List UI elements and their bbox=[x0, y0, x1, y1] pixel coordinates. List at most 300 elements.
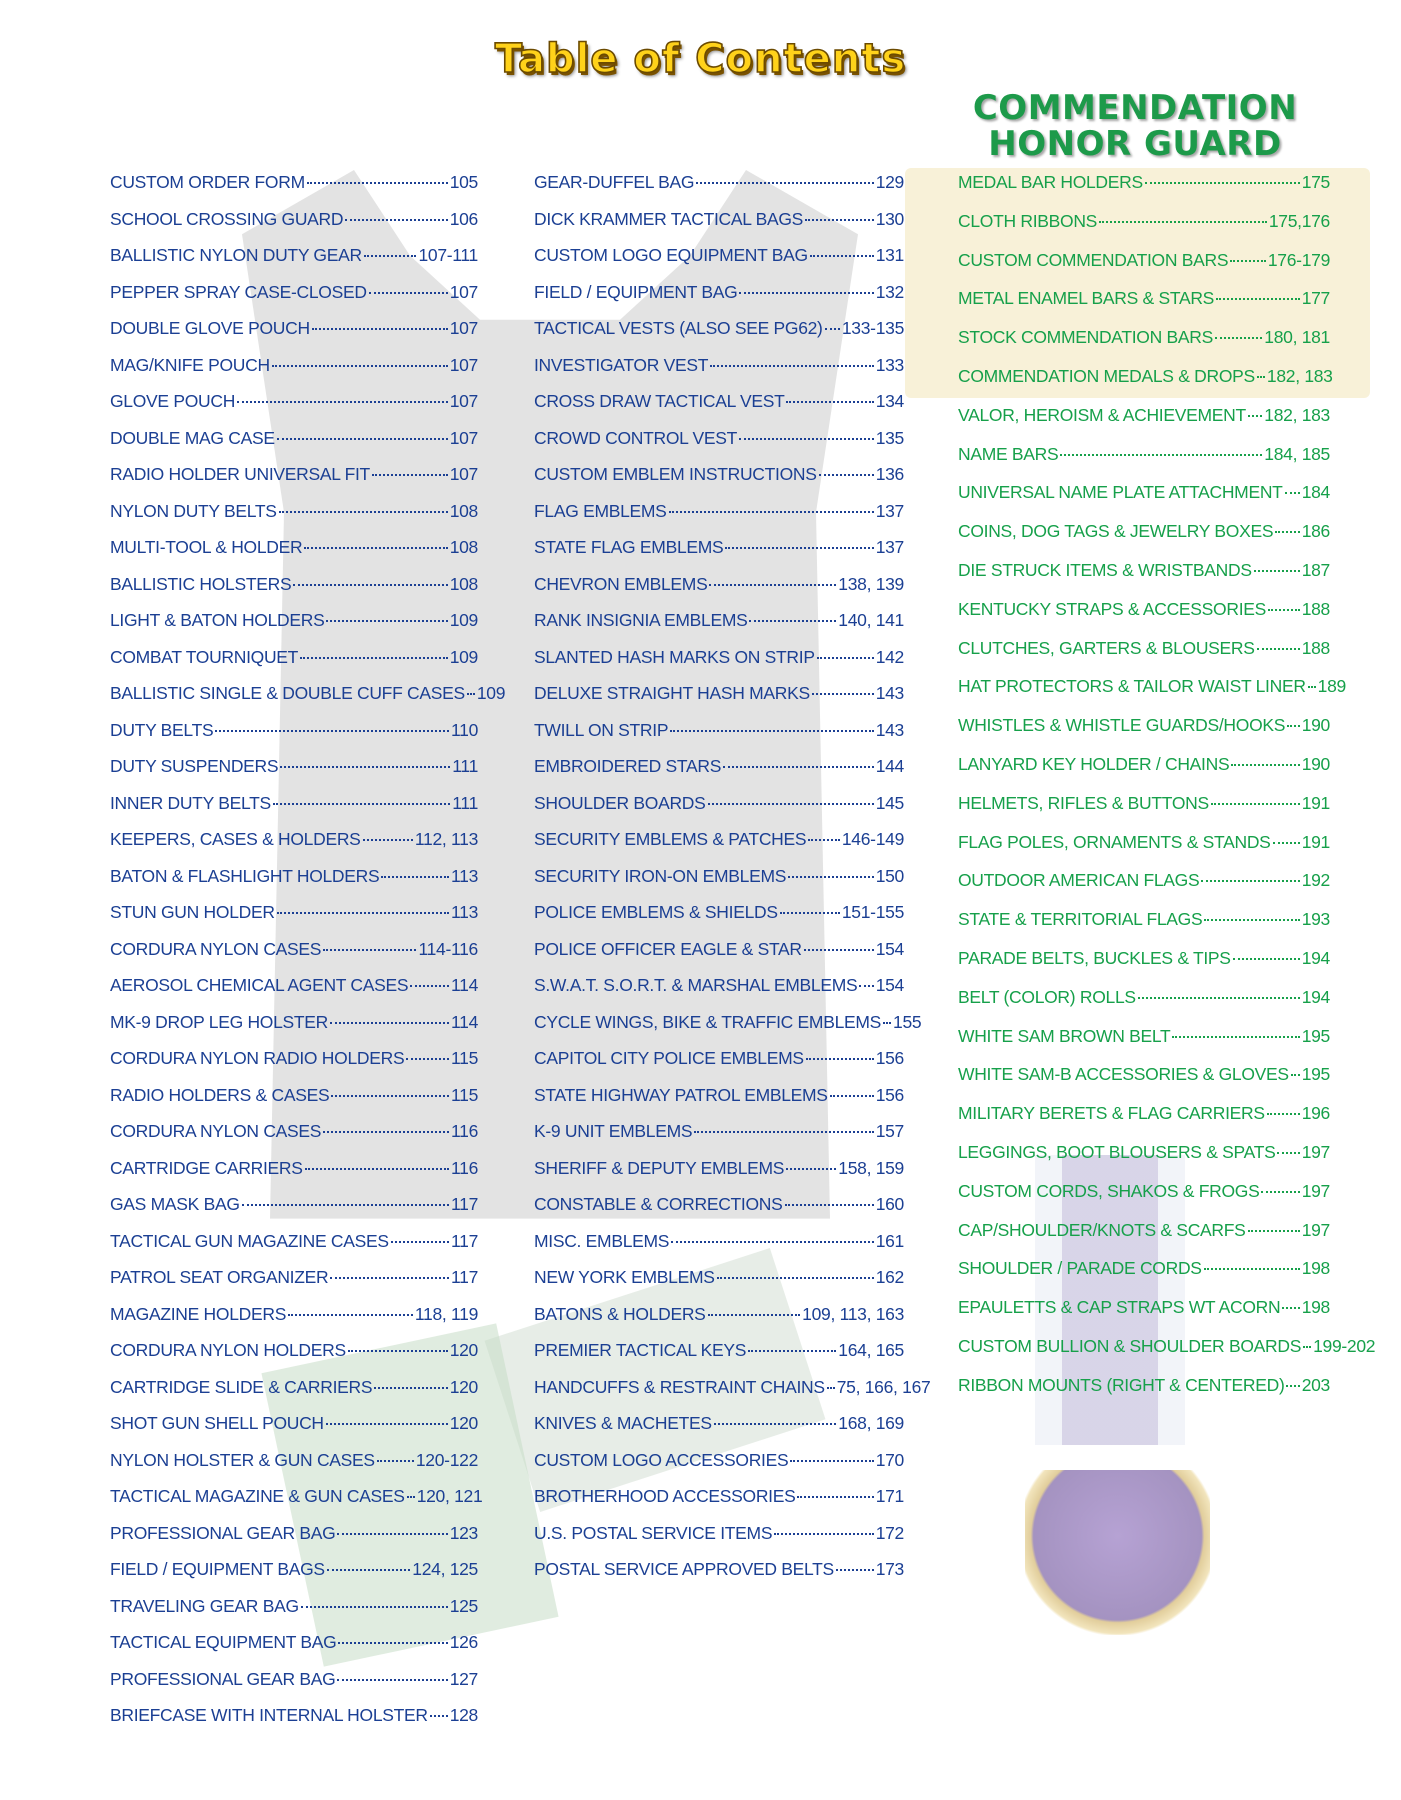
toc-entry[interactable] bbox=[110, 975, 478, 1012]
toc-entry-page: 110 bbox=[451, 719, 478, 740]
toc-entry[interactable] bbox=[534, 209, 904, 246]
toc-entry[interactable] bbox=[534, 1231, 904, 1268]
dot-leader bbox=[279, 511, 448, 513]
toc-entry-title: DOUBLE GLOVE POUCH bbox=[110, 318, 310, 338]
toc-entry[interactable] bbox=[958, 1064, 1330, 1103]
toc-entry[interactable] bbox=[110, 1413, 478, 1450]
toc-entry[interactable] bbox=[534, 391, 904, 428]
dot-leader bbox=[1060, 454, 1262, 456]
toc-entry[interactable] bbox=[534, 1340, 904, 1377]
toc-entry[interactable] bbox=[110, 1267, 478, 1304]
dot-leader bbox=[406, 1058, 449, 1060]
toc-entry[interactable] bbox=[958, 250, 1330, 289]
toc-entry[interactable] bbox=[534, 1121, 904, 1158]
toc-entry-page: 160 bbox=[875, 1194, 904, 1214]
dot-leader bbox=[1248, 415, 1262, 417]
dot-leader bbox=[1172, 1036, 1299, 1038]
toc-entry-page: 107 bbox=[449, 427, 478, 448]
dot-leader bbox=[304, 547, 447, 549]
toc-entry-page: 114-116 bbox=[418, 938, 478, 959]
toc-entry-page: 177 bbox=[1301, 288, 1330, 309]
toc-entry[interactable] bbox=[534, 939, 904, 976]
toc-entry[interactable] bbox=[110, 1304, 478, 1341]
toc-entry-title: SLANTED HASH MARKS ON STRIP bbox=[534, 646, 815, 667]
dot-leader bbox=[369, 292, 448, 294]
toc-entry[interactable] bbox=[110, 829, 478, 866]
toc-entry-title: TACTICAL EQUIPMENT BAG bbox=[110, 1632, 337, 1652]
toc-entry[interactable] bbox=[534, 1486, 904, 1523]
toc-entry-title: KENTUCKY STRAPS & ACCESSORIES bbox=[958, 598, 1267, 619]
toc-entry-page: 182, 183 bbox=[1264, 404, 1330, 425]
toc-entry[interactable] bbox=[958, 1335, 1376, 1375]
toc-entry-title: COINS, DOG TAGS & JEWELRY BOXES bbox=[958, 521, 1274, 542]
toc-entry-page: 144 bbox=[875, 756, 904, 776]
toc-entry-page: 130 bbox=[875, 208, 904, 229]
toc-entry[interactable] bbox=[534, 647, 904, 684]
toc-entry[interactable] bbox=[110, 1121, 478, 1158]
toc-entry[interactable] bbox=[110, 610, 478, 647]
toc-entry-title: BELT (COLOR) ROLLS bbox=[958, 986, 1136, 1007]
toc-entry-page: 197 bbox=[1301, 1219, 1330, 1240]
dot-leader bbox=[670, 730, 873, 732]
toc-entry-title: BALLISTIC SINGLE & DOUBLE CUFF CASES bbox=[110, 683, 465, 703]
toc-entry-title: STUN GUN HOLDER bbox=[110, 902, 275, 922]
toc-entry[interactable] bbox=[534, 829, 904, 866]
toc-entry[interactable] bbox=[958, 599, 1330, 638]
toc-column-2 bbox=[534, 172, 931, 1596]
toc-entry-page: 154 bbox=[875, 938, 904, 959]
toc-entry[interactable] bbox=[534, 1158, 904, 1195]
toc-entry[interactable] bbox=[958, 754, 1330, 793]
toc-entry-title: SHERIFF & DEPUTY EMBLEMS bbox=[534, 1157, 785, 1178]
toc-entry[interactable] bbox=[958, 444, 1330, 483]
toc-entry[interactable] bbox=[958, 832, 1330, 871]
toc-entry-page: 150 bbox=[875, 865, 904, 886]
toc-entry-page: 162 bbox=[875, 1267, 904, 1287]
dot-leader bbox=[1303, 1346, 1311, 1348]
dot-leader bbox=[883, 1022, 891, 1024]
toc-entry-page: 175 bbox=[1301, 172, 1330, 192]
dot-leader bbox=[1275, 531, 1300, 533]
dot-leader bbox=[1211, 803, 1300, 805]
toc-entry-title: MILITARY BERETS & FLAG CARRIERS bbox=[958, 1103, 1265, 1124]
dot-leader bbox=[326, 620, 447, 622]
toc-entry[interactable] bbox=[534, 756, 904, 793]
toc-entry-title: GAS MASK BAG bbox=[110, 1194, 240, 1214]
toc-entry[interactable] bbox=[958, 521, 1330, 560]
toc-entry[interactable] bbox=[534, 1048, 904, 1085]
toc-entry-title: TWILL ON STRIP bbox=[534, 719, 669, 740]
dot-leader bbox=[1267, 1113, 1300, 1115]
toc-entry[interactable] bbox=[110, 939, 478, 976]
toc-entry-title: MULTI-TOOL & HOLDER bbox=[110, 537, 303, 557]
toc-entry[interactable] bbox=[958, 1375, 1330, 1414]
toc-entry[interactable] bbox=[534, 355, 904, 392]
toc-entry-title: STATE & TERRITORIAL FLAGS bbox=[958, 909, 1203, 930]
toc-entry[interactable] bbox=[958, 482, 1330, 521]
toc-entry[interactable] bbox=[534, 537, 904, 574]
toc-entry[interactable] bbox=[110, 172, 478, 209]
dot-leader bbox=[305, 1168, 449, 1170]
dot-leader bbox=[748, 1350, 836, 1352]
dot-leader bbox=[345, 219, 447, 221]
toc-entry[interactable] bbox=[534, 1194, 904, 1231]
toc-entry-page: 109 bbox=[476, 683, 506, 703]
toc-entry[interactable] bbox=[534, 683, 904, 720]
toc-entry-title: BRIEFCASE WITH INTERNAL HOLSTER bbox=[110, 1705, 428, 1725]
toc-entry-page: 158, 159 bbox=[838, 1157, 904, 1178]
toc-entry[interactable] bbox=[958, 638, 1330, 677]
toc-entry[interactable] bbox=[110, 1194, 478, 1231]
toc-entry[interactable] bbox=[534, 610, 904, 647]
dot-leader bbox=[739, 438, 874, 440]
toc-entry[interactable] bbox=[110, 1231, 478, 1268]
toc-entry-page: 113 bbox=[451, 902, 478, 922]
toc-entry[interactable] bbox=[110, 355, 478, 392]
dot-leader bbox=[348, 1350, 448, 1352]
dot-leader bbox=[797, 1496, 873, 1498]
toc-entry-title: FIELD / EQUIPMENT BAG bbox=[534, 281, 738, 302]
toc-entry-title: SHOT GUN SHELL POUCH bbox=[110, 1413, 324, 1433]
toc-entry-page: 107 bbox=[449, 354, 478, 375]
toc-entry-page: 196 bbox=[1301, 1103, 1330, 1124]
dot-leader bbox=[749, 620, 836, 622]
toc-entry[interactable] bbox=[958, 1297, 1330, 1336]
dot-leader bbox=[280, 766, 450, 768]
toc-entry-page: 118, 119 bbox=[414, 1303, 478, 1324]
toc-entry[interactable] bbox=[534, 1267, 904, 1304]
toc-entry[interactable] bbox=[534, 282, 904, 319]
dot-leader bbox=[1248, 1230, 1300, 1232]
toc-entry[interactable] bbox=[110, 683, 506, 720]
toc-entry[interactable] bbox=[110, 1669, 478, 1706]
toc-entry-title: NAME BARS bbox=[958, 443, 1059, 464]
dot-leader bbox=[300, 657, 448, 659]
toc-entry-title: PARADE BELTS, BUCKLES & TIPS bbox=[958, 947, 1231, 968]
toc-entry[interactable] bbox=[110, 318, 478, 355]
toc-entry-title: CUSTOM LOGO ACCESSORIES bbox=[534, 1449, 789, 1470]
toc-entry[interactable] bbox=[958, 1142, 1330, 1181]
toc-entry[interactable] bbox=[110, 501, 478, 538]
toc-entry[interactable] bbox=[534, 1304, 904, 1341]
toc-entry[interactable] bbox=[534, 1450, 904, 1487]
toc-entry[interactable] bbox=[110, 428, 478, 465]
toc-entry[interactable] bbox=[110, 282, 478, 319]
toc-entry[interactable] bbox=[110, 866, 478, 903]
toc-entry-page: 198 bbox=[1301, 1297, 1330, 1318]
toc-entry[interactable] bbox=[110, 793, 478, 830]
dot-leader bbox=[331, 1095, 449, 1097]
toc-entry-page: 198 bbox=[1301, 1258, 1330, 1279]
toc-entry[interactable] bbox=[534, 1413, 904, 1450]
toc-entry-page: 189 bbox=[1317, 676, 1346, 697]
toc-entry-title: KEEPERS, CASES & HOLDERS bbox=[110, 829, 361, 849]
toc-entry-title: PREMIER TACTICAL KEYS bbox=[534, 1340, 747, 1360]
toc-entry-page: 191 bbox=[1301, 831, 1330, 852]
toc-entry[interactable] bbox=[958, 327, 1330, 366]
toc-entry[interactable] bbox=[958, 1026, 1330, 1065]
toc-entry-title: POLICE OFFICER EAGLE & STAR bbox=[534, 938, 802, 959]
toc-entry-title: EMBROIDERED STARS bbox=[534, 756, 722, 776]
toc-entry[interactable] bbox=[958, 1103, 1330, 1142]
toc-entry[interactable] bbox=[110, 537, 478, 574]
toc-entry-page: 161 bbox=[875, 1230, 904, 1251]
toc-entry-title: KNIVES & MACHETES bbox=[534, 1413, 712, 1433]
toc-entry[interactable] bbox=[534, 1559, 904, 1596]
toc-entry[interactable] bbox=[110, 391, 478, 428]
dot-leader bbox=[790, 1460, 873, 1462]
toc-entry[interactable] bbox=[110, 1632, 478, 1669]
dot-leader bbox=[836, 1569, 874, 1571]
dot-leader bbox=[1273, 842, 1300, 844]
toc-entry-title: WHITE SAM BROWN BELT bbox=[958, 1025, 1171, 1046]
toc-entry[interactable] bbox=[958, 715, 1330, 754]
dot-leader bbox=[696, 182, 874, 184]
toc-entry-page: 137 bbox=[875, 500, 904, 521]
toc-entry[interactable] bbox=[110, 902, 478, 939]
dot-leader bbox=[810, 255, 874, 257]
toc-entry[interactable] bbox=[958, 211, 1330, 250]
toc-entry[interactable] bbox=[110, 1158, 478, 1195]
toc-entry[interactable] bbox=[110, 1377, 478, 1414]
toc-entry[interactable] bbox=[534, 172, 904, 209]
toc-entry[interactable] bbox=[110, 1705, 478, 1742]
toc-entry-page: 108 bbox=[449, 537, 478, 557]
toc-entry-title: BALLISTIC HOLSTERS bbox=[110, 573, 292, 594]
toc-entry-page: 109, 113, 163 bbox=[802, 1303, 904, 1324]
toc-entry[interactable] bbox=[534, 975, 904, 1012]
dot-leader bbox=[1201, 880, 1299, 882]
toc-entry-page: 107 bbox=[449, 391, 478, 411]
toc-entry-title: RIBBON MOUNTS (RIGHT & CENTERED) bbox=[958, 1374, 1285, 1395]
toc-entry-page: 172 bbox=[875, 1522, 904, 1543]
toc-entry-page: 127 bbox=[449, 1668, 478, 1689]
toc-entry[interactable] bbox=[110, 1048, 478, 1085]
dot-leader bbox=[372, 474, 448, 476]
toc-entry-title: WHITE SAM-B ACCESSORIES & GLOVES bbox=[958, 1064, 1289, 1085]
dot-leader bbox=[410, 985, 449, 987]
toc-entry[interactable] bbox=[110, 209, 478, 246]
toc-entry[interactable] bbox=[958, 172, 1330, 211]
toc-entry-title: PEPPER SPRAY CASE-CLOSED bbox=[110, 281, 367, 302]
toc-entry-page: 193 bbox=[1301, 909, 1330, 930]
toc-entry[interactable] bbox=[534, 428, 904, 465]
dot-leader bbox=[788, 876, 874, 878]
toc-entry[interactable] bbox=[110, 720, 478, 757]
toc-entry-title: HAT PROTECTORS & TAILOR WAIST LINER bbox=[958, 676, 1306, 697]
dot-leader bbox=[774, 1533, 873, 1535]
toc-entry-page: 116 bbox=[451, 1157, 478, 1178]
toc-entry-title: CARTRIDGE CARRIERS bbox=[110, 1157, 303, 1178]
dot-leader bbox=[819, 474, 874, 476]
toc-entry-title: HANDCUFFS & RESTRAINT CHAINS bbox=[534, 1376, 825, 1397]
toc-entry[interactable] bbox=[110, 1559, 478, 1596]
toc-entry-title: DIE STRUCK ITEMS & WRISTBANDS bbox=[958, 559, 1252, 580]
toc-entry[interactable] bbox=[534, 1011, 922, 1049]
toc-entry-title: FLAG EMBLEMS bbox=[534, 500, 667, 521]
toc-entry-page: 191 bbox=[1301, 792, 1330, 813]
toc-entry-title: CROWD CONTROL VEST bbox=[534, 427, 737, 448]
toc-entry-title: CARTRIDGE SLIDE & CARRIERS bbox=[110, 1376, 373, 1397]
toc-entry[interactable] bbox=[958, 870, 1330, 909]
toc-entry-page: 125 bbox=[449, 1595, 478, 1616]
toc-entry[interactable] bbox=[534, 501, 904, 538]
toc-entry-page: 190 bbox=[1301, 753, 1330, 774]
toc-entry-page: 155 bbox=[893, 1011, 922, 1032]
dot-leader bbox=[1233, 958, 1300, 960]
toc-entry[interactable] bbox=[958, 288, 1330, 327]
dot-leader bbox=[1261, 1191, 1299, 1193]
toc-entry[interactable] bbox=[534, 902, 904, 939]
toc-entry[interactable] bbox=[534, 1085, 904, 1122]
toc-entry-page: 143 bbox=[875, 683, 904, 703]
toc-entry-page: 120, 121 bbox=[416, 1486, 483, 1506]
toc-entry[interactable] bbox=[110, 1486, 483, 1523]
toc-entry[interactable] bbox=[958, 909, 1330, 948]
dot-leader bbox=[825, 328, 840, 330]
toc-entry-page: 116 bbox=[451, 1121, 478, 1141]
toc-entry-page: 184, 185 bbox=[1264, 443, 1330, 464]
dot-leader bbox=[323, 949, 416, 951]
dot-leader bbox=[717, 1277, 874, 1279]
dot-leader bbox=[337, 1679, 447, 1681]
toc-entry-title: SHOULDER / PARADE CORDS bbox=[958, 1258, 1202, 1279]
toc-entry[interactable] bbox=[958, 405, 1330, 444]
toc-entry[interactable] bbox=[534, 574, 904, 611]
toc-entry-page: 192 bbox=[1301, 870, 1330, 891]
toc-entry[interactable] bbox=[110, 647, 478, 684]
toc-entry-title: CAP/SHOULDER/KNOTS & SCARFS bbox=[958, 1219, 1246, 1240]
dot-leader bbox=[1282, 1307, 1299, 1309]
toc-entry-title: CUSTOM CORDS, SHAKOS & FROGS bbox=[958, 1180, 1260, 1201]
dot-leader bbox=[812, 693, 874, 695]
toc-entry-page: 143 bbox=[875, 719, 904, 740]
toc-entry[interactable] bbox=[110, 1596, 478, 1633]
toc-entry-title: INVESTIGATOR VEST bbox=[534, 354, 709, 375]
toc-entry-title: METAL ENAMEL BARS & STARS bbox=[958, 288, 1215, 309]
toc-entry-page: 107 bbox=[449, 464, 478, 484]
toc-entry-title: LEGGINGS, BOOT BLOUSERS & SPATS bbox=[958, 1141, 1276, 1162]
dot-leader bbox=[827, 1387, 835, 1389]
toc-entry[interactable] bbox=[110, 245, 478, 282]
toc-entry[interactable] bbox=[534, 866, 904, 903]
dot-leader bbox=[1254, 570, 1300, 572]
toc-entry[interactable] bbox=[110, 1012, 478, 1049]
toc-entry-page: 140, 141 bbox=[838, 610, 904, 630]
toc-entry-title: AEROSOL CHEMICAL AGENT CASES bbox=[110, 975, 409, 995]
toc-entry[interactable] bbox=[534, 1376, 931, 1414]
toc-entry[interactable] bbox=[534, 793, 904, 830]
dot-leader bbox=[377, 1460, 414, 1462]
toc-entry-title: BROTHERHOOD ACCESSORIES bbox=[534, 1486, 796, 1506]
toc-entry-title: CAPITOL CITY POLICE EMBLEMS bbox=[534, 1048, 804, 1068]
toc-entry[interactable] bbox=[110, 1340, 478, 1377]
toc-entry-page: 190 bbox=[1301, 715, 1330, 736]
toc-entry[interactable] bbox=[110, 574, 478, 611]
toc-entry[interactable] bbox=[534, 318, 904, 355]
page-title: Table of Contents bbox=[494, 36, 907, 82]
toc-entry-page: 154 bbox=[875, 975, 904, 995]
toc-entry[interactable] bbox=[958, 676, 1346, 715]
toc-entry-title: CORDURA NYLON HOLDERS bbox=[110, 1340, 346, 1360]
toc-entry-page: 106 bbox=[449, 208, 478, 229]
toc-entry-title: LIGHT & BATON HOLDERS bbox=[110, 610, 325, 630]
dot-leader bbox=[780, 912, 840, 914]
dot-leader bbox=[272, 365, 448, 367]
toc-entry-title: DUTY BELTS bbox=[110, 719, 214, 740]
dot-leader bbox=[1286, 1385, 1299, 1387]
toc-entry[interactable] bbox=[110, 756, 478, 793]
toc-entry[interactable] bbox=[110, 1085, 478, 1122]
toc-entry-title: GLOVE POUCH bbox=[110, 391, 236, 411]
dot-leader bbox=[364, 255, 417, 257]
dot-leader bbox=[805, 219, 874, 221]
toc-entry-title: CUSTOM LOGO EQUIPMENT BAG bbox=[534, 245, 808, 265]
toc-entry[interactable] bbox=[958, 365, 1333, 405]
toc-entry[interactable] bbox=[958, 987, 1330, 1026]
toc-entry-title: UNIVERSAL NAME PLATE ATTACHMENT bbox=[958, 482, 1283, 503]
toc-entry[interactable] bbox=[110, 1523, 478, 1560]
toc-entry-page: 124, 125 bbox=[412, 1559, 478, 1579]
toc-entry-page: 117 bbox=[451, 1230, 478, 1251]
toc-entry-title: COMMENDATION MEDALS & DROPS bbox=[958, 365, 1255, 386]
dot-leader bbox=[709, 584, 836, 586]
toc-entry[interactable] bbox=[958, 1220, 1330, 1259]
toc-entry-title: SHOULDER BOARDS bbox=[534, 792, 706, 813]
toc-entry-title: VALOR, HEROISM & ACHIEVEMENT bbox=[958, 404, 1246, 425]
toc-entry[interactable] bbox=[958, 560, 1330, 599]
dot-leader bbox=[1099, 221, 1267, 223]
toc-entry[interactable] bbox=[958, 793, 1330, 832]
dot-leader bbox=[1268, 609, 1300, 611]
toc-entry-title: SECURITY EMBLEMS & PATCHES bbox=[534, 829, 807, 849]
toc-entry-title: CYCLE WINGS, BIKE & TRAFFIC EMBLEMS bbox=[534, 1011, 882, 1032]
toc-entry[interactable] bbox=[958, 1258, 1330, 1297]
toc-entry-title: HELMETS, RIFLES & BUTTONS bbox=[958, 792, 1209, 813]
toc-entry-title: MAGAZINE HOLDERS bbox=[110, 1303, 287, 1324]
toc-entry-title: TACTICAL MAGAZINE & GUN CASES bbox=[110, 1486, 405, 1506]
toc-entry-page: 180, 181 bbox=[1264, 327, 1330, 348]
dot-leader bbox=[467, 693, 475, 695]
toc-entry-title: K-9 UNIT EMBLEMS bbox=[534, 1121, 693, 1141]
toc-entry[interactable] bbox=[534, 245, 904, 282]
dot-leader bbox=[407, 1496, 415, 1498]
toc-entry[interactable] bbox=[958, 1181, 1330, 1220]
toc-entry-title: WHISTLES & WHISTLE GUARDS/HOOKS bbox=[958, 715, 1286, 736]
dot-leader bbox=[374, 1387, 447, 1389]
toc-entry-title: STATE HIGHWAY PATROL EMBLEMS bbox=[534, 1084, 828, 1105]
toc-entry-page: 156 bbox=[875, 1048, 904, 1068]
toc-entry-title: LANYARD KEY HOLDER / CHAINS bbox=[958, 753, 1230, 774]
toc-entry-page: 136 bbox=[875, 464, 904, 484]
dot-leader bbox=[312, 328, 448, 330]
toc-entry[interactable] bbox=[110, 1450, 478, 1487]
toc-entry-title: SECURITY IRON-ON EMBLEMS bbox=[534, 865, 787, 886]
toc-entry-title: RANK INSIGNIA EMBLEMS bbox=[534, 610, 748, 630]
toc-entry-page: 120 bbox=[449, 1413, 478, 1433]
toc-entry[interactable] bbox=[534, 720, 904, 757]
dot-leader bbox=[277, 912, 449, 914]
toc-entry[interactable] bbox=[958, 948, 1330, 987]
toc-entry-title: CORDURA NYLON CASES bbox=[110, 1121, 322, 1141]
toc-entry[interactable] bbox=[534, 464, 904, 501]
dot-leader bbox=[301, 1606, 448, 1608]
toc-entry-page: 137 bbox=[875, 537, 904, 557]
toc-entry-page: 195 bbox=[1301, 1025, 1330, 1046]
toc-entry[interactable] bbox=[110, 464, 478, 501]
toc-entry[interactable] bbox=[534, 1523, 904, 1560]
dot-leader bbox=[714, 1423, 837, 1425]
